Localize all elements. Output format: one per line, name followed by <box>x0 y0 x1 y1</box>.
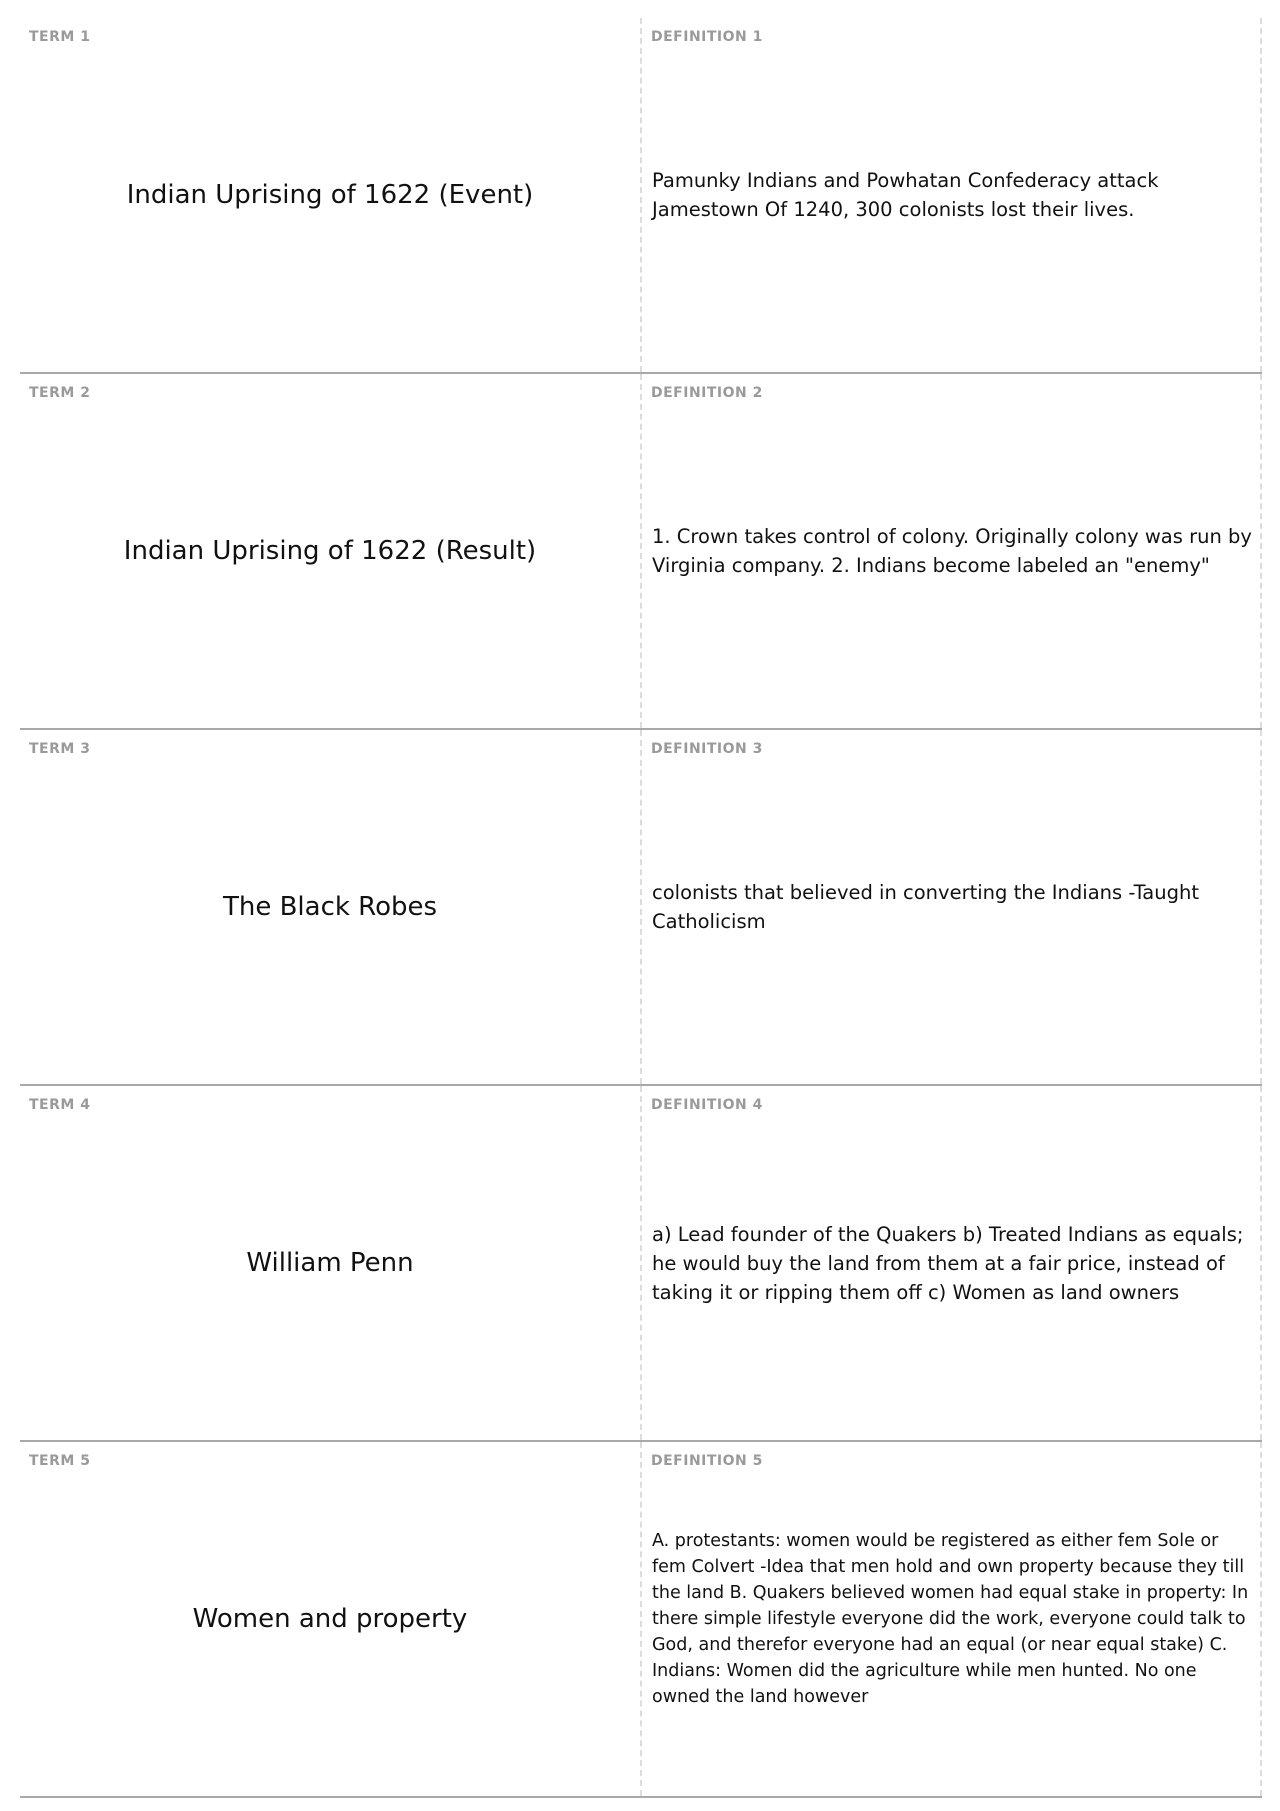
term-text <box>20 18 640 372</box>
flashcard-row <box>20 1086 1262 1442</box>
definition-text <box>642 730 1260 1084</box>
term-label: TERM 5 <box>29 1453 91 1469</box>
definition-text <box>642 18 1260 372</box>
term-value: The Black Robes <box>222 892 438 922</box>
definition-label: DEFINITION 1 <box>651 29 763 45</box>
term-label: TERM 3 <box>29 741 91 757</box>
definition-value: A. protestants: women would be registered as either fem Sole or fem Colvert -Idea that men hold and own property because they till the land B. Quakers believed women had equal stake in property: In there simple lifestyle everyone did the work, everyone could talk to God, and therefor everyone had an equal (or near equal stake) C. Indians: Women did the agriculture while men hunted. No one owned the land however <box>652 1531 1249 1707</box>
term-cell <box>20 1442 642 1796</box>
flashcard-row <box>20 374 1262 730</box>
flashcard-row <box>20 730 1262 1086</box>
definition-value: Pamunky Indians and Powhatan Confederacy attack Jamestown Of 1240, 300 colonists lost their lives. <box>652 169 1159 221</box>
definition-text <box>642 374 1260 728</box>
term-text <box>20 1086 640 1440</box>
definition-text <box>642 1442 1260 1796</box>
term-text <box>20 730 640 1084</box>
flashcard-row <box>20 1442 1262 1798</box>
term-value: Indian Uprising of 1622 (Event) <box>126 180 534 210</box>
term-value: William Penn <box>246 1248 414 1278</box>
definition-value: colonists that believed in converting the Indians -Taught Catholicism <box>652 881 1199 933</box>
definition-label: DEFINITION 5 <box>651 1453 763 1469</box>
definition-label: DEFINITION 3 <box>651 741 763 757</box>
term-label: TERM 1 <box>29 29 91 45</box>
definition-cell <box>642 374 1262 728</box>
flashcard-sheet <box>20 18 1262 1798</box>
term-cell <box>20 18 642 372</box>
term-label: TERM 2 <box>29 385 91 401</box>
term-cell <box>20 1086 642 1440</box>
definition-value: 1. Crown takes control of colony. Originally colony was run by Virginia company. 2. Indians become labeled an "enemy" <box>652 525 1252 577</box>
term-text <box>20 374 640 728</box>
term-text <box>20 1442 640 1796</box>
definition-cell <box>642 18 1262 372</box>
term-value: Indian Uprising of 1622 (Result) <box>123 536 537 566</box>
definition-value: a) Lead founder of the Quakers b) Treated Indians as equals; he would buy the land from them at a fair price, instead of taking it or ripping them off c) Women as land owners <box>652 1222 1244 1304</box>
definition-label: DEFINITION 4 <box>651 1097 763 1113</box>
definition-cell <box>642 1086 1262 1440</box>
definition-text <box>642 1086 1260 1440</box>
term-cell <box>20 374 642 728</box>
term-value: Women and property <box>192 1604 468 1634</box>
definition-label: DEFINITION 2 <box>651 385 763 401</box>
flashcard-row <box>20 18 1262 374</box>
definition-cell <box>642 1442 1262 1796</box>
term-cell <box>20 730 642 1084</box>
term-label: TERM 4 <box>29 1097 91 1113</box>
definition-cell <box>642 730 1262 1084</box>
